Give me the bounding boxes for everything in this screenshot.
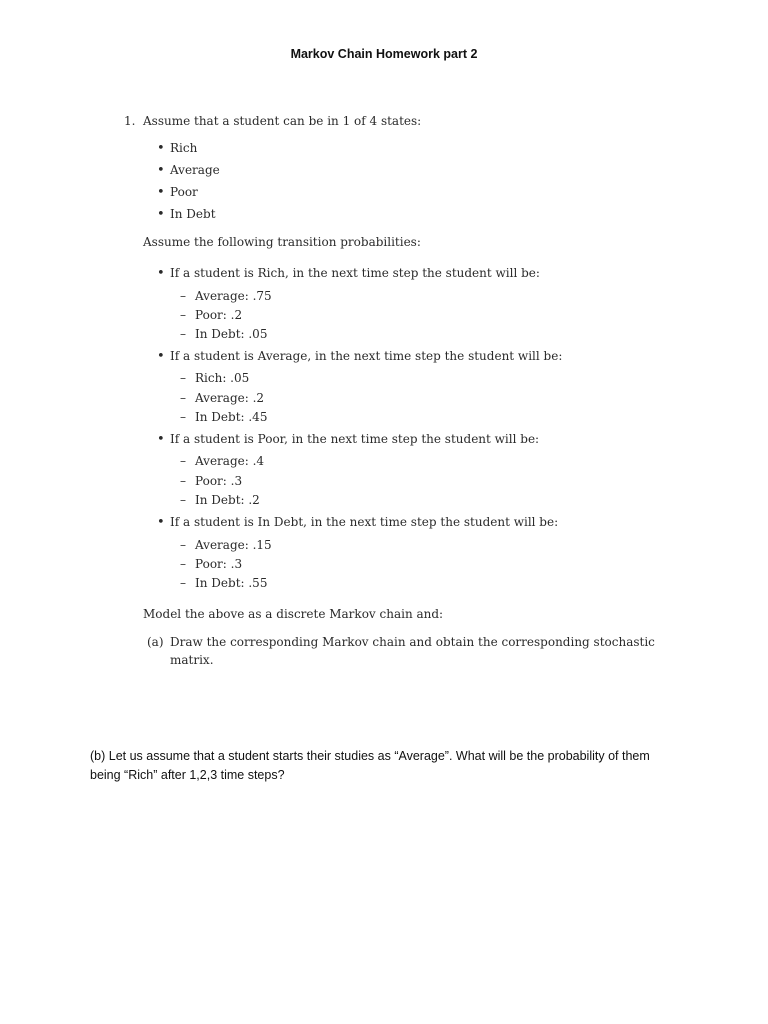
transition-heading: • If a student is Poor, in the next time step the student will be:	[170, 432, 539, 446]
part-a-text: Draw the corresponding Markov chain and obtain the corresponding stochastic	[170, 635, 655, 649]
state-item: • In Debt	[170, 207, 216, 221]
transition-item: – Average: .4	[195, 454, 264, 468]
part-b-text: (b) Let us assume that a student starts their studies as “Average”. What will be the probability of them	[90, 749, 650, 763]
transition-item: – In Debt: .45	[195, 410, 267, 424]
transition-item: – Average: .15	[195, 538, 272, 552]
transition-heading: • If a student is Rich, in the next time step the student will be:	[170, 266, 540, 280]
transition-item: – In Debt: .05	[195, 327, 267, 341]
part-a-label: (a)	[147, 635, 164, 649]
transition-intro: Assume the following transition probabilities:	[143, 235, 421, 249]
state-item: • Poor	[170, 185, 198, 199]
part-b-text-continued: being “Rich” after 1,2,3 time steps?	[90, 768, 285, 782]
state-item: • Rich	[170, 141, 197, 155]
transition-heading: • If a student is In Debt, in the next time step the student will be:	[170, 515, 558, 529]
question-number: 1.	[124, 114, 136, 128]
model-instruction: Model the above as a discrete Markov chain and:	[143, 607, 444, 621]
question-intro: Assume that a student can be in 1 of 4 states:	[143, 114, 422, 128]
transition-item: – In Debt: .55	[195, 576, 267, 590]
transition-item: – Poor: .3	[195, 557, 242, 571]
part-a-text-continued: matrix.	[170, 653, 214, 667]
page-title: Markov Chain Homework part 2	[290, 47, 478, 61]
transition-item: – Average: .75	[195, 289, 272, 303]
transition-item: – Poor: .3	[195, 474, 242, 488]
transition-item: – Poor: .2	[195, 308, 242, 322]
transition-item: – In Debt: .2	[195, 493, 260, 507]
state-item: • Average	[170, 163, 220, 177]
transition-heading: • If a student is Average, in the next time step the student will be:	[170, 349, 562, 363]
transition-item: – Rich: .05	[195, 371, 249, 385]
transition-item: – Average: .2	[195, 391, 264, 405]
